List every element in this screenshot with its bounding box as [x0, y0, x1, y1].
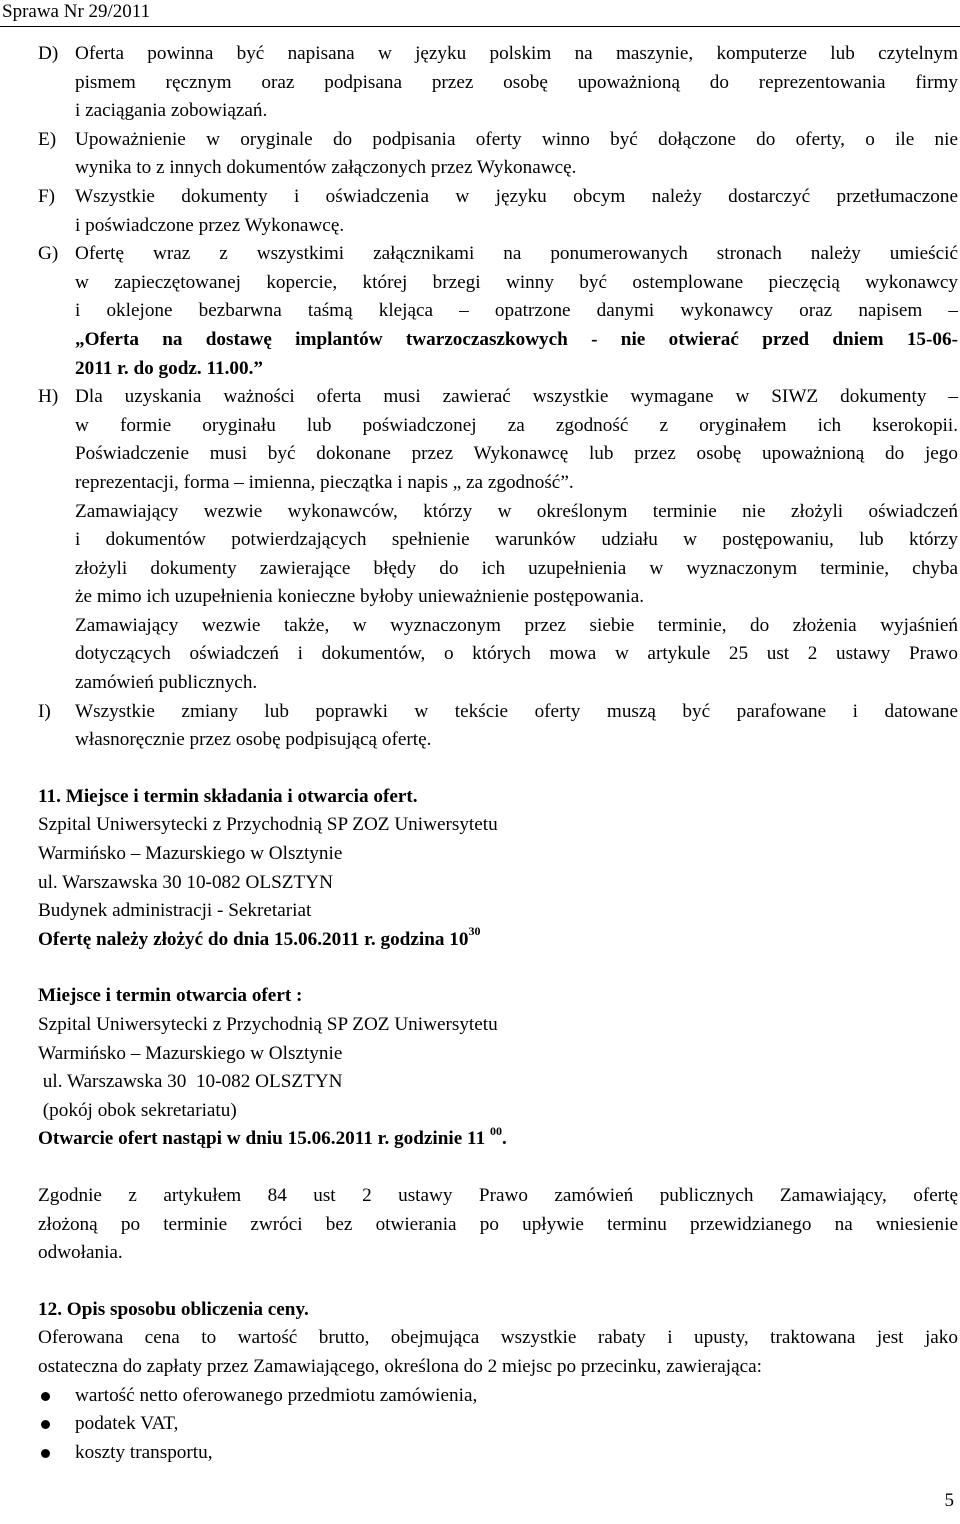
item-h — [38, 383, 958, 698]
text-line: własnoręcznie przez osobę podpisującą ofertę. — [75, 729, 432, 751]
text-line: wynika to z innych dokumentów załączonych przez Wykonawcę. — [75, 157, 577, 179]
text-line: Zamawiający wezwie wykonawców, którzy w określonym terminie nie złożyli oświadczeń — [75, 500, 958, 522]
item-g — [38, 240, 958, 383]
text-line: Dla uzyskania ważności oferta musi zawierać wszystkie wymagane w SIWZ dokumenty – — [75, 386, 958, 408]
address-line: ul. Warszawska 30 10-082 OLSZTYN — [38, 871, 333, 893]
bold-text-line: 2011 r. do godz. 11.00.” — [75, 357, 263, 379]
item-d — [38, 40, 958, 126]
item-label: G) — [38, 243, 59, 265]
text-line: Wszystkie zmiany lub poprawki w tekście oferty muszą być parafowane i datowane — [75, 700, 958, 722]
list-item: koszty transportu, — [38, 1439, 958, 1468]
text-line: dotyczących oświadczeń i dokumentów, o których mowa w artykule 25 ust 2 ustawy Prawo — [75, 643, 958, 665]
submission-deadline: Ofertę należy złożyć do dnia 15.06.2011 r. godzina $10^{30}$ — [38, 924, 481, 950]
item-label: H) — [38, 386, 59, 408]
address-line: (pokój obok sekretariatu) — [38, 1099, 237, 1121]
address-line: Szpital Uniwersytecki z Przychodnią SP ZOZ Uniwersytetu — [38, 1014, 498, 1035]
text-line: pismem ręcznym oraz podpisana przez osobę upoważnioną do reprezentowania firmy — [75, 71, 958, 93]
text-line: złożyli dokumenty zawierające błędy do ich uzupełnienia w wyznaczonym terminie, chyba — [75, 557, 958, 579]
case-number: Sprawa Nr 29/2011 — [2, 1, 151, 22]
item-e — [38, 126, 958, 183]
text-line: Oferowana cena to wartość brutto, obejmująca wszystkie rabaty i upusty, traktowana jest jako — [38, 1327, 958, 1349]
address-line: Warmińsko – Mazurskiego w Olsztynie — [38, 843, 343, 865]
list-item: podatek VAT, — [38, 1410, 958, 1439]
document-body — [38, 40, 958, 1467]
list-item: wartość netto oferowanego przedmiotu zamówienia, — [38, 1382, 958, 1411]
address-line: Szpital Uniwersytecki z Przychodnią SP ZOZ Uniwersytetu — [38, 814, 498, 836]
text-line: Ofertę wraz z wszystkimi załącznikami na ponumerowanych stronach należy umieścić — [75, 243, 958, 265]
opening-time: Otwarcie ofert nastąpi w dniu 15.06.2011 r. godzinie 11 $^{00}$. — [38, 1123, 507, 1150]
text-line: zamówień publicznych. — [75, 672, 258, 694]
text-line: złożoną po terminie zwróci bez otwierania po upływie terminu przewidzianego na wniesienie — [38, 1213, 958, 1235]
text-line: że mimo ich uzupełnienia konieczne byłoby unieważnienie postępowania. — [75, 586, 645, 608]
bold-text-line: „Oferta na dostawę implantów twarzoczaszkowych - nie otwierać przed dniem 15-06- — [75, 328, 958, 350]
text-line: Zamawiający wezwie także, w wyznaczonym przez siebie terminie, do złożenia wyjaśnień — [75, 614, 958, 636]
text-line: Upoważnienie w oryginale do podpisania oferty winno być dołączone do oferty, o ile nie — [75, 128, 958, 150]
section-11-heading: 11. Miejsce i termin składania i otwarcia ofert. — [38, 785, 418, 807]
text-line: w zapieczętowanej kopercie, której brzegi winny być ostemplowane pieczęcią wykonawcy — [75, 271, 958, 293]
opening-heading: Miejsce i termin otwarcia ofert : — [38, 985, 303, 1007]
bullet-icon — [38, 1410, 75, 1439]
page-number: 5 — [944, 1490, 954, 1511]
text-line: w formie oryginału lub poświadczonej za zgodność z oryginałem ich kserokopii. — [75, 414, 958, 436]
text-line: i dokumentów potwierdzających spełnienie warunków udziału w postępowaniu, lub którzy — [75, 529, 958, 551]
text-line: Oferta powinna być napisana w języku polskim na maszynie, komputerze lub czytelnym — [75, 43, 958, 64]
text-line: i oklejone bezbarwna taśmą klejąca – opatrzone danymi wykonawcy oraz napisem – — [75, 300, 958, 322]
text-line: Wszystkie dokumenty i oświadczenia w języku obcym należy dostarczyć przetłumaczone — [75, 185, 958, 207]
item-f — [38, 183, 958, 240]
text-line: Zgodnie z artykułem 84 ust 2 ustawy Prawo zamówień publicznych Zamawiający, ofertę — [38, 1184, 958, 1206]
item-i — [38, 698, 958, 755]
item-label: I) — [38, 700, 51, 722]
address-line: Budynek administracji - Sekretariat — [38, 900, 312, 922]
text-line: ostateczna do zapłaty przez Zamawiającego, określona do 2 miejsc po przecinku, zawierająca: — [38, 1355, 762, 1377]
price-components-list — [38, 1382, 958, 1468]
bullet-icon — [38, 1439, 75, 1468]
section-12-heading: 12. Opis sposobu obliczenia ceny. — [38, 1298, 309, 1320]
text-line: odwołania. — [38, 1242, 123, 1264]
page-header — [0, 0, 960, 27]
item-label: F) — [38, 185, 56, 207]
item-label: D) — [38, 43, 59, 64]
text-line: i zaciągania zobowiązań. — [75, 100, 268, 122]
text-line: i poświadczone przez Wykonawcę. — [75, 214, 345, 236]
address-line: Warmińsko – Mazurskiego w Olsztynie — [38, 1042, 343, 1064]
text-line: Poświadczenie musi być dokonane przez Wykonawcę lub przez osobę upoważnioną do jego — [75, 443, 958, 465]
address-line: ul. Warszawska 30 10-082 OLSZTYN — [38, 1071, 343, 1093]
item-label: E) — [38, 128, 57, 150]
bullet-icon — [38, 1382, 75, 1411]
text-line: reprezentacji, forma – imienna, pieczątka i napis „ za zgodność”. — [75, 471, 574, 493]
